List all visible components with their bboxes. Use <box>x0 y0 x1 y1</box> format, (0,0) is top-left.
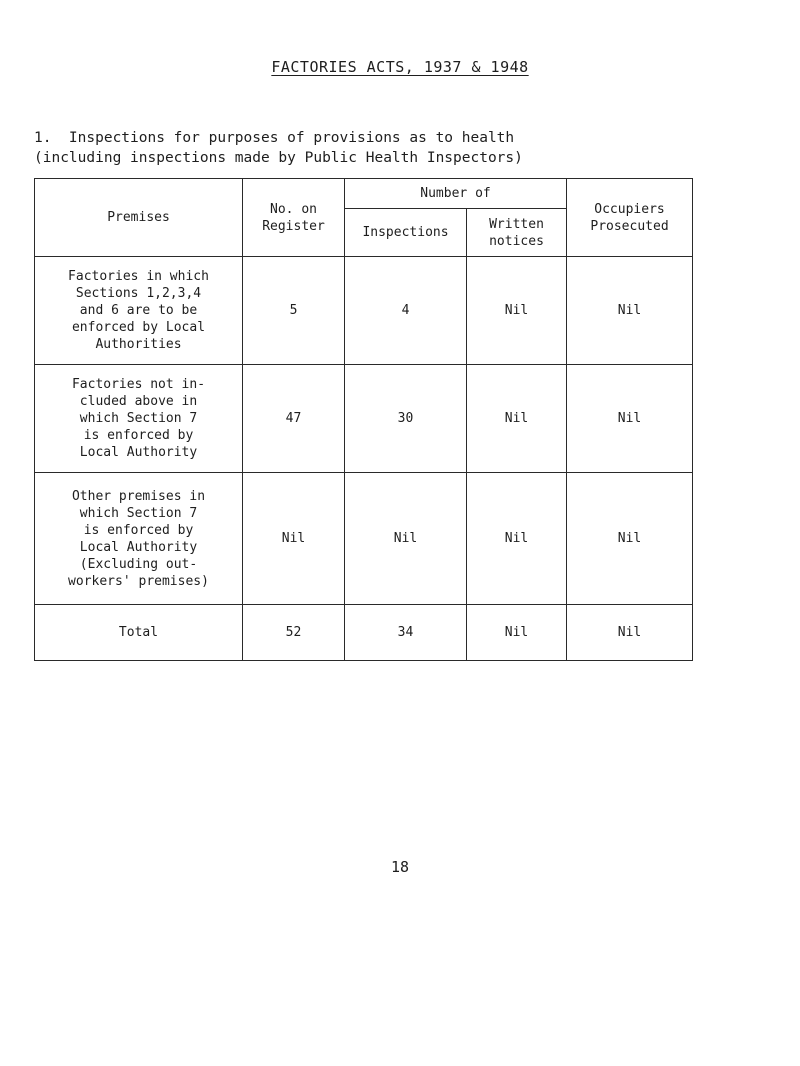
total-label: Total <box>35 605 243 661</box>
total-register: 52 <box>243 605 345 661</box>
prosecuted-cell: Nil <box>567 473 693 605</box>
table-row <box>35 365 693 473</box>
document-title-text: FACTORIES ACTS, 1937 & 1948 <box>271 58 529 76</box>
total-written-notices: Nil <box>467 605 567 661</box>
header-number-of: Number of <box>345 179 567 209</box>
premises-text: Other premises in which Section 7 is enforced by Local Authority (Excluding out- workers' premises) <box>68 488 209 589</box>
total-inspections: 34 <box>345 605 467 661</box>
total-prosecuted: Nil <box>567 605 693 661</box>
premises-text: Factories not in- cluded above in which Section 7 is enforced by Local Authority <box>71 377 206 460</box>
register-cell: 47 <box>243 365 345 473</box>
header-no-on-register: No. on Register <box>243 179 345 257</box>
header-occupiers-prosecuted: Occupiers Prosecuted <box>567 179 693 257</box>
inspections-table <box>34 178 693 661</box>
prosecuted-cell: Nil <box>567 365 693 473</box>
premises-text: Factories in which Sections 1,2,3,4 and 6 are to be enforced by Local Authorities <box>68 269 209 352</box>
header-inspections: Inspections <box>345 209 467 257</box>
written-notices-cell: Nil <box>467 473 567 605</box>
written-notices-cell: Nil <box>467 257 567 365</box>
header-premises: Premises <box>35 179 243 257</box>
table-row <box>35 257 693 365</box>
table-row <box>35 473 693 605</box>
inspections-cell: 4 <box>345 257 467 365</box>
page-number: 18 <box>390 858 410 876</box>
section-heading-line-2: (including inspections made by Public Health Inspectors) <box>34 150 523 166</box>
header-written-notices: Written notices <box>467 209 567 257</box>
total-row <box>35 605 693 661</box>
register-cell: Nil <box>243 473 345 605</box>
premises-cell <box>35 257 243 365</box>
premises-cell <box>35 473 243 605</box>
written-notices-cell: Nil <box>467 365 567 473</box>
section-heading-line-1: 1. Inspections for purposes of provisions as to health <box>34 130 515 146</box>
register-cell: 5 <box>243 257 345 365</box>
inspections-cell: Nil <box>345 473 467 605</box>
table-header-row <box>35 179 693 209</box>
prosecuted-cell: Nil <box>567 257 693 365</box>
premises-cell <box>35 365 243 473</box>
document-title <box>0 58 800 76</box>
section-heading <box>34 128 774 168</box>
inspections-cell: 30 <box>345 365 467 473</box>
